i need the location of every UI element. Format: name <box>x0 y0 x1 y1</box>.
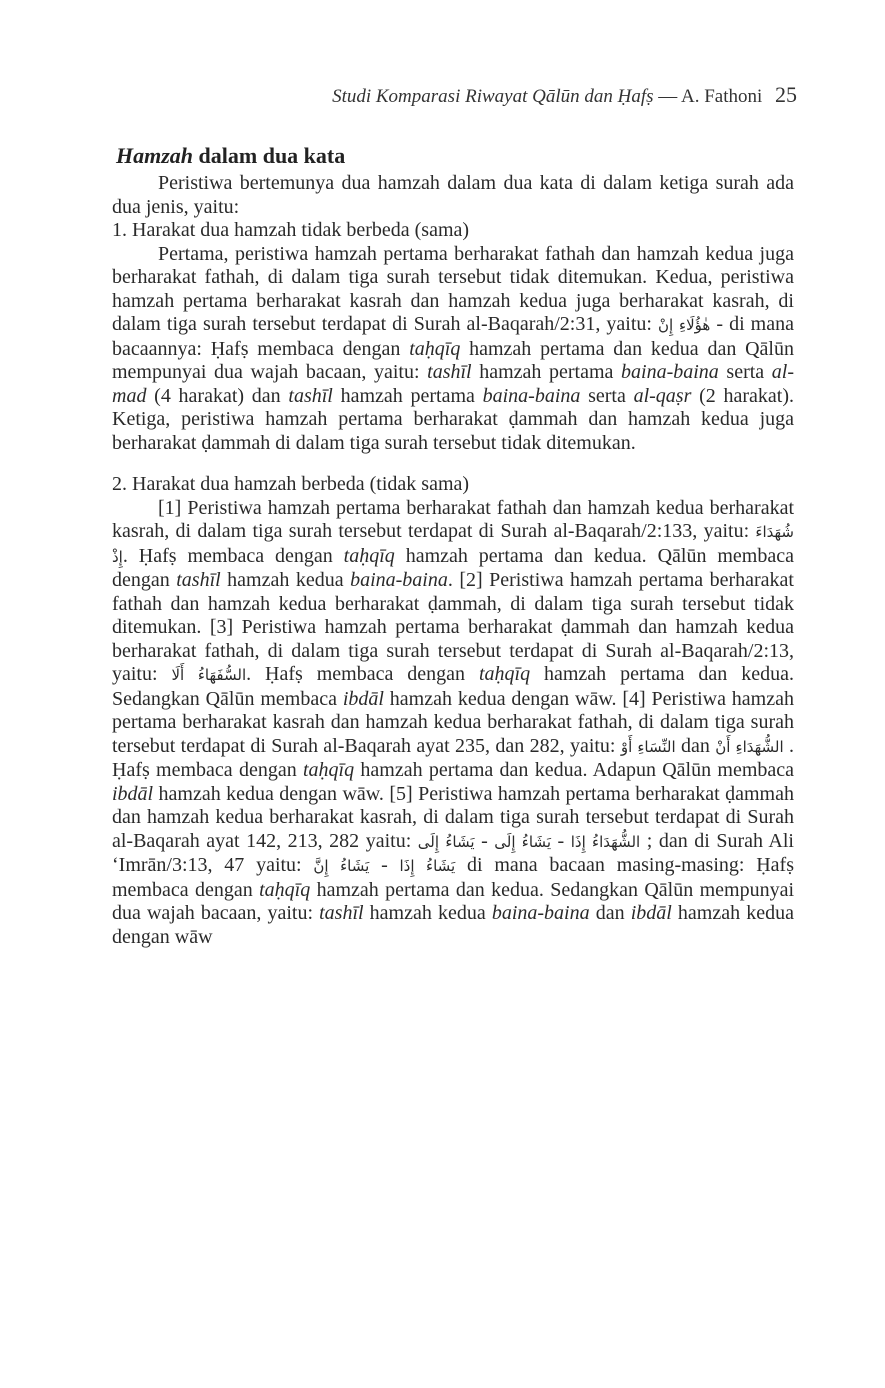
text-segment: (2 harakat). Ketiga, peristiwa hamzah pertama berharakat ḍammah dan hamzah kedua juga berharakat ḍammah di dalam tiga surah tersebut tidak ditemukan. <box>112 384 795 454</box>
text-segment: (4 harakat) dan <box>146 384 289 407</box>
text-segment: . Ḥafṣ membaca dengan <box>112 734 795 781</box>
italic-term: baina-baina <box>491 902 590 924</box>
italic-term: taḥqīq <box>259 878 311 901</box>
text-segment: hamzah pertama dan kedua. Sedangkan Qālūn mempunyai dua wajah bacaan, yaitu: <box>112 878 794 924</box>
text-segment: - di mana bacaannya: Ḥafṣ membaca dengan <box>112 313 794 360</box>
page-number: 25 <box>775 82 797 107</box>
italic-term: baina-baina <box>621 361 719 383</box>
text-segment: hamzah pertama dan kedua dan Qālūn mempunyai dua wajah bacaan, yaitu: <box>112 337 794 383</box>
text-segment: hamzah pertama dan kedua. Qālūn membaca dengan <box>112 544 794 591</box>
italic-term: taḥqīq <box>343 544 395 567</box>
arabic-quote: النِّسَاءِ أَوْ <box>620 737 676 756</box>
text-segment: hamzah kedua dengan wāw. [5] Peristiwa hamzah pertama berharakat ḍammah dan hamzah kedua berharakat kasrah, di dalam tiga surah tersebut terdapat di Surah al-Baqarah ayat 142, 213, 282 yaitu: <box>112 782 794 852</box>
text-segment: [1] Peristiwa hamzah pertama berharakat fathah dan hamzah kedua berharakat kasrah, di dalam tiga surah tersebut terdapat di Surah al-Baqarah/2:133, yaitu: <box>112 496 794 542</box>
item1-paragraph <box>112 243 794 456</box>
italic-term: tashīl <box>288 384 333 407</box>
text-segment: dan <box>675 734 716 757</box>
italic-term: ibdāl <box>112 782 154 805</box>
text-segment: hamzah kedua dengan wāw. [4] Peristiwa hamzah pertama berharakat kasrah dan hamzah kedua berharakat fathah, di dalam tiga surah tersebut terdapat di Surah al-Baqarah ayat 235, dan 282, yaitu: <box>112 687 794 757</box>
italic-term: taḥqīq <box>302 759 355 781</box>
text-segment: - <box>551 829 571 852</box>
text-segment: - <box>474 829 495 852</box>
arabic-quote: الشُّهَدَاءِ أَنْ <box>715 737 784 756</box>
text-segment: - <box>369 854 400 876</box>
section-title <box>116 143 345 169</box>
italic-term: baina-baina <box>482 384 581 407</box>
italic-term: tashīl <box>176 569 221 591</box>
arabic-quote: السُّفَهَاءُ أَلَا <box>171 666 247 684</box>
text-segment: . Ḥafṣ membaca dengan <box>246 663 479 685</box>
section-title-italic: Hamzah <box>116 143 194 168</box>
text-segment: hamzah pertama <box>332 384 483 407</box>
text-segment: dan <box>589 902 631 924</box>
text-segment: Pertama, peristiwa hamzah pertama berharakat fathah dan hamzah kedua juga berharakat fathah, di dalam tiga surah tersebut tidak ditemukan. Kedua, peristiwa hamzah pertama berharakat kasrah dan hamzah kedua juga berharakat kasrah, di dalam tiga surah tersebut terdapat di Surah al-Baqarah/2:31, yaitu: <box>112 242 794 335</box>
text-segment: hamzah pertama <box>471 361 622 383</box>
arabic-quote: يَشَاءُ إِذَا <box>399 857 456 875</box>
intro-paragraph: Peristiwa bertemunya dua hamzah dalam dua kata di dalam ketiga surah ada dua jenis, yaitu: <box>112 172 794 218</box>
italic-term: baina-baina <box>350 569 448 591</box>
text-segment: di mana bacaan masing-masing: Ḥafṣ membaca dengan <box>112 854 794 901</box>
italic-term: al-mad <box>112 361 795 407</box>
paragraph-gap <box>112 455 794 473</box>
running-header-title: Studi Komparasi Riwayat Qālūn dan Ḥafṣ <box>332 86 654 107</box>
arabic-quote: الشُّهَدَاءُ إِذَا <box>570 832 641 851</box>
italic-term: ibdāl <box>630 902 672 924</box>
text-segment: hamzah kedua <box>363 902 492 924</box>
italic-term: tashīl <box>319 902 364 924</box>
italic-term: al-qaṣr <box>633 384 692 407</box>
body-text <box>112 172 794 949</box>
text-segment: ; dan di Surah Ali ‘Imrān/3:13, 47 yaitu: <box>112 829 794 876</box>
item1-heading: 1. Harakat dua hamzah tidak berbeda (sama) <box>112 219 470 241</box>
arabic-quote: شُهَدَاءَ إِذْ <box>112 523 794 566</box>
text-segment: . [2] Peristiwa hamzah pertama berharakat fathah dan hamzah kedua berharakat ḍammah, di dalam tiga surah tersebut tidak ditemukan. [3] Peristiwa hamzah pertama berharakat ḍammah dan hamzah kedua berharakat fathah, di dalam tiga surah tersebut terdapat di Surah al-Baqarah/2:13, yaitu: <box>112 569 794 685</box>
arabic-quote: هٰؤُلَاءِ إِنْ <box>658 316 711 334</box>
italic-term: ibdāl <box>342 687 384 710</box>
section-title-rest: dalam dua kata <box>193 143 346 168</box>
italic-term: tashīl <box>427 361 472 383</box>
italic-term: taḥqīq <box>409 337 461 360</box>
text-segment: hamzah pertama dan kedua. Adapun Qālūn membaca <box>354 759 795 781</box>
arabic-quote: يَشَاءُ إِلَى <box>417 832 475 851</box>
text-segment: hamzah pertama dan kedua. Sedangkan Qālūn membaca <box>112 663 794 710</box>
running-header <box>332 82 797 108</box>
text-segment: hamzah kedua dengan wāw <box>112 902 794 948</box>
text-segment: serta <box>718 361 772 383</box>
running-header-author: — A. Fathoni <box>658 86 763 107</box>
text-segment: hamzah kedua <box>220 569 351 591</box>
italic-term: taḥqīq <box>478 663 531 685</box>
item2-paragraph <box>112 497 794 950</box>
arabic-quote: يَشَاءُ إِلَى <box>494 832 551 851</box>
text-segment: serta <box>580 384 634 407</box>
text-segment: . Ḥafṣ membaca dengan <box>122 544 344 567</box>
item2-heading: 2. Harakat dua hamzah berbeda (tidak sama) <box>112 473 470 495</box>
arabic-quote: يَشَاءُ إِنَّ <box>313 857 370 875</box>
